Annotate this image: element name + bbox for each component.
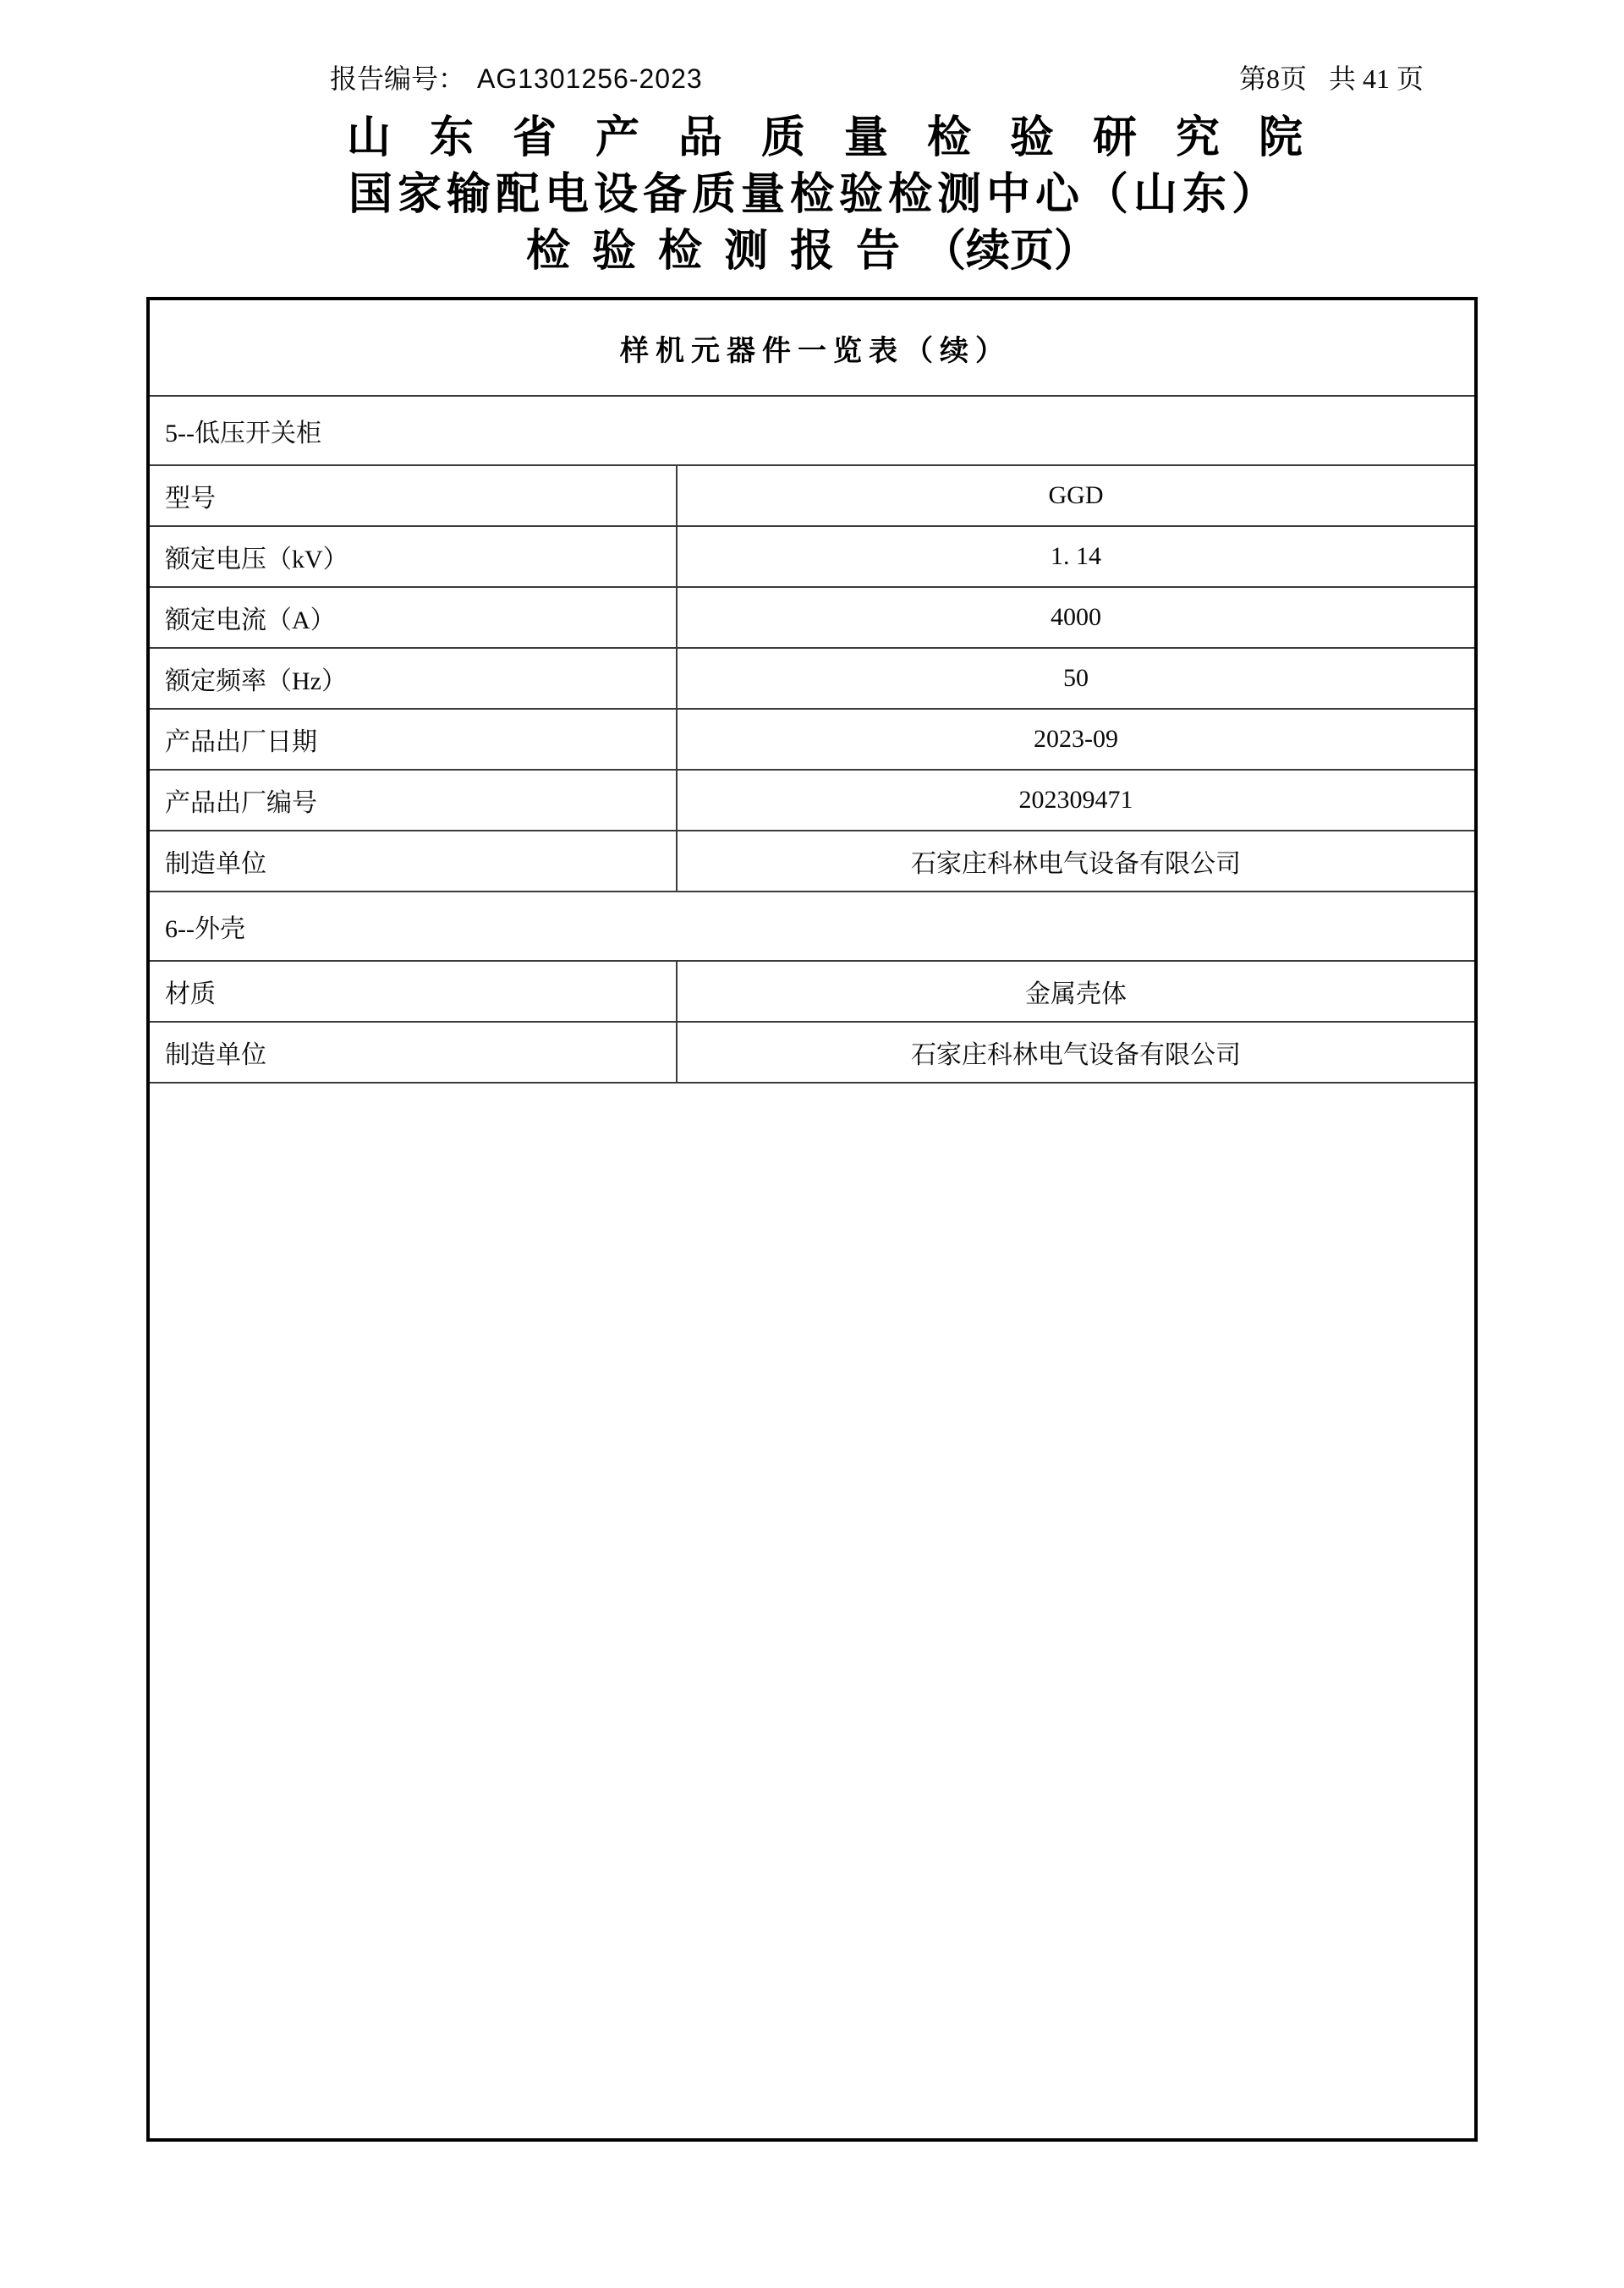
total-pages: 共 41 页 bbox=[1328, 63, 1424, 94]
table-row-rated-voltage bbox=[150, 527, 1474, 588]
row-label: 制造单位 bbox=[165, 1041, 266, 1069]
table-row-manufacturer-1 bbox=[150, 831, 1474, 892]
report-title-main: 检验检测报告 bbox=[525, 227, 922, 276]
row-label: 型号 bbox=[165, 485, 216, 513]
table-row-model bbox=[150, 466, 1474, 527]
row-value-cell bbox=[678, 527, 1474, 586]
row-value-cell bbox=[678, 831, 1474, 891]
row-label-cell bbox=[150, 710, 678, 769]
component-list-table bbox=[146, 297, 1478, 2142]
row-value-cell bbox=[678, 466, 1474, 525]
row-label: 额定电流（A） bbox=[165, 606, 336, 634]
table-title-row bbox=[150, 300, 1474, 397]
row-value-cell bbox=[678, 1023, 1474, 1082]
org-title-line1: 山东省产品质量检验研究院 bbox=[346, 113, 1341, 162]
row-value: GGD bbox=[1048, 481, 1104, 509]
row-value: 金属壳体 bbox=[1025, 980, 1127, 1008]
row-label: 制造单位 bbox=[165, 850, 266, 878]
row-label-cell bbox=[150, 831, 678, 891]
row-value: 50 bbox=[1063, 664, 1089, 692]
row-value: 石家庄科林电气设备有限公司 bbox=[911, 1041, 1241, 1069]
table-row-manufacture-date bbox=[150, 710, 1474, 771]
section-label: 6--外壳 bbox=[165, 915, 245, 943]
row-label: 额定电压（kV） bbox=[165, 546, 348, 573]
report-number-value: AG1301256-2023 bbox=[477, 63, 703, 94]
row-value: 1. 14 bbox=[1051, 542, 1101, 570]
table-row-serial-number bbox=[150, 771, 1474, 831]
table-row-manufacturer-2 bbox=[150, 1023, 1474, 1084]
org-title-line2: 国家输配电设备质量检验检测中心（山东） bbox=[348, 170, 1281, 219]
row-value-cell bbox=[678, 588, 1474, 647]
page-header bbox=[330, 63, 1424, 95]
table-row-material bbox=[150, 962, 1474, 1023]
row-label: 材质 bbox=[165, 980, 216, 1008]
section-label: 5--低压开关柜 bbox=[165, 420, 321, 447]
row-label: 产品出厂编号 bbox=[165, 789, 317, 817]
page-indicator bbox=[1239, 63, 1424, 95]
row-value: 石家庄科林电气设备有限公司 bbox=[911, 850, 1241, 878]
section-row-enclosure bbox=[150, 892, 1474, 962]
row-label: 产品出厂日期 bbox=[165, 728, 317, 756]
report-title-suffix: （续页） bbox=[922, 227, 1099, 276]
row-value-cell bbox=[678, 649, 1474, 708]
row-value: 202309471 bbox=[1018, 786, 1133, 814]
row-value-cell bbox=[678, 771, 1474, 830]
report-title bbox=[0, 223, 1624, 280]
report-number bbox=[330, 63, 703, 95]
row-label-cell bbox=[150, 466, 678, 525]
row-label-cell bbox=[150, 588, 678, 647]
row-label-cell bbox=[150, 962, 678, 1021]
row-value-cell bbox=[678, 710, 1474, 769]
row-value: 2023-09 bbox=[1034, 725, 1118, 753]
row-label-cell bbox=[150, 771, 678, 830]
row-label-cell bbox=[150, 1023, 678, 1082]
table-row-rated-current bbox=[150, 588, 1474, 649]
row-label-cell bbox=[150, 527, 678, 586]
table-title: 样机元器件一览表（续） bbox=[620, 334, 1011, 367]
current-page: 第8页 bbox=[1238, 63, 1307, 94]
table-empty-area bbox=[150, 1084, 1474, 2138]
row-value: 4000 bbox=[1051, 603, 1101, 631]
row-label-cell bbox=[150, 649, 678, 708]
section-row-lv-switchgear bbox=[150, 397, 1474, 466]
title-block bbox=[0, 110, 1624, 280]
row-label: 额定频率（Hz） bbox=[165, 667, 347, 695]
row-value-cell bbox=[678, 962, 1474, 1021]
report-number-label: 报告编号： bbox=[330, 63, 466, 94]
table-row-rated-frequency bbox=[150, 649, 1474, 710]
